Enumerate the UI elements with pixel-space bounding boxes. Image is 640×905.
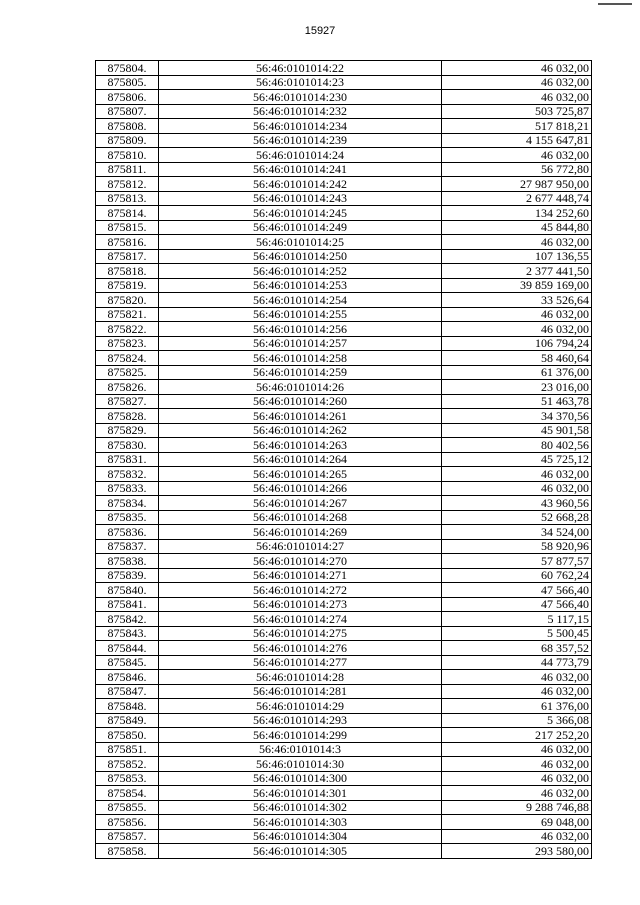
row-number: 875813. <box>96 191 159 206</box>
cadastral-value: 503 725,87 <box>442 104 592 119</box>
cadastral-value: 47 566,40 <box>442 583 592 598</box>
cadastral-value: 46 032,00 <box>442 90 592 105</box>
row-number: 875839. <box>96 568 159 583</box>
table-row <box>96 220 592 235</box>
cadastral-number: 56:46:0101014:269 <box>159 525 442 540</box>
cadastral-value: 4 155 647,81 <box>442 133 592 148</box>
row-number: 875835. <box>96 510 159 525</box>
row-number: 875834. <box>96 496 159 511</box>
row-number: 875814. <box>96 206 159 221</box>
cadastral-value: 5 366,08 <box>442 713 592 728</box>
table-row <box>96 264 592 279</box>
row-number: 875856. <box>96 815 159 830</box>
table-row <box>96 815 592 830</box>
table-row <box>96 162 592 177</box>
cadastral-number: 56:46:0101014:254 <box>159 293 442 308</box>
cadastral-value: 46 032,00 <box>442 670 592 685</box>
row-number: 875825. <box>96 365 159 380</box>
row-number: 875822. <box>96 322 159 337</box>
cadastral-value: 46 032,00 <box>442 322 592 337</box>
table-row <box>96 409 592 424</box>
table-row <box>96 307 592 322</box>
table-row <box>96 467 592 482</box>
cadastral-value: 46 032,00 <box>442 757 592 772</box>
cadastral-value: 23 016,00 <box>442 380 592 395</box>
table-row <box>96 626 592 641</box>
cadastral-number: 56:46:0101014:3 <box>159 742 442 757</box>
cadastral-value: 45 901,58 <box>442 423 592 438</box>
table-row <box>96 539 592 554</box>
table-row <box>96 670 592 685</box>
table-row <box>96 423 592 438</box>
cadastral-number: 56:46:0101014:268 <box>159 510 442 525</box>
table-row <box>96 728 592 743</box>
cadastral-number: 56:46:0101014:249 <box>159 220 442 235</box>
cadastral-number: 56:46:0101014:302 <box>159 800 442 815</box>
table-row <box>96 655 592 670</box>
table-row <box>96 104 592 119</box>
cadastral-value: 56 772,80 <box>442 162 592 177</box>
row-number: 875843. <box>96 626 159 641</box>
table-row <box>96 786 592 801</box>
cadastral-number: 56:46:0101014:241 <box>159 162 442 177</box>
row-number: 875857. <box>96 829 159 844</box>
cadastral-number: 56:46:0101014:273 <box>159 597 442 612</box>
cadastral-number: 56:46:0101014:300 <box>159 771 442 786</box>
row-number: 875852. <box>96 757 159 772</box>
cadastral-value: 9 288 746,88 <box>442 800 592 815</box>
cadastral-value: 5 500,45 <box>442 626 592 641</box>
row-number: 875850. <box>96 728 159 743</box>
row-number: 875817. <box>96 249 159 264</box>
row-number: 875807. <box>96 104 159 119</box>
row-number: 875846. <box>96 670 159 685</box>
table-row <box>96 757 592 772</box>
row-number: 875808. <box>96 119 159 134</box>
cadastral-value: 57 877,57 <box>442 554 592 569</box>
cadastral-number: 56:46:0101014:299 <box>159 728 442 743</box>
cadastral-value: 45 844,80 <box>442 220 592 235</box>
cadastral-number: 56:46:0101014:293 <box>159 713 442 728</box>
table-row <box>96 336 592 351</box>
cadastral-number: 56:46:0101014:252 <box>159 264 442 279</box>
cadastral-number: 56:46:0101014:303 <box>159 815 442 830</box>
cadastral-value-table <box>95 60 592 859</box>
cadastral-value: 34 524,00 <box>442 525 592 540</box>
cadastral-number: 56:46:0101014:265 <box>159 467 442 482</box>
table-row <box>96 206 592 221</box>
row-number: 875858. <box>96 844 159 859</box>
cadastral-value: 2 677 448,74 <box>442 191 592 206</box>
cadastral-value: 69 048,00 <box>442 815 592 830</box>
table-row <box>96 481 592 496</box>
cadastral-value: 46 032,00 <box>442 235 592 250</box>
table-row <box>96 177 592 192</box>
cadastral-number: 56:46:0101014:25 <box>159 235 442 250</box>
row-number: 875838. <box>96 554 159 569</box>
cadastral-value: 39 859 169,00 <box>442 278 592 293</box>
row-number: 875832. <box>96 467 159 482</box>
page-number: 15927 <box>304 25 336 37</box>
cadastral-number: 56:46:0101014:28 <box>159 670 442 685</box>
row-number: 875806. <box>96 90 159 105</box>
table-row <box>96 525 592 540</box>
row-number: 875848. <box>96 699 159 714</box>
cadastral-number: 56:46:0101014:23 <box>159 75 442 90</box>
cadastral-number: 56:46:0101014:250 <box>159 249 442 264</box>
cadastral-value: 217 252,20 <box>442 728 592 743</box>
cadastral-value: 134 252,60 <box>442 206 592 221</box>
cadastral-value: 43 960,56 <box>442 496 592 511</box>
cadastral-number: 56:46:0101014:258 <box>159 351 442 366</box>
table-row <box>96 583 592 598</box>
cadastral-value: 52 668,28 <box>442 510 592 525</box>
row-number: 875811. <box>96 162 159 177</box>
row-number: 875812. <box>96 177 159 192</box>
row-number: 875824. <box>96 351 159 366</box>
table-row <box>96 496 592 511</box>
table-row <box>96 452 592 467</box>
cadastral-value: 107 136,55 <box>442 249 592 264</box>
table-row <box>96 612 592 627</box>
cadastral-value: 46 032,00 <box>442 307 592 322</box>
row-number: 875840. <box>96 583 159 598</box>
cadastral-value: 47 566,40 <box>442 597 592 612</box>
table-row <box>96 713 592 728</box>
row-number: 875828. <box>96 409 159 424</box>
cadastral-number: 56:46:0101014:26 <box>159 380 442 395</box>
table-row <box>96 800 592 815</box>
cadastral-value: 2 377 441,50 <box>442 264 592 279</box>
row-number: 875837. <box>96 539 159 554</box>
table-row <box>96 365 592 380</box>
cadastral-number: 56:46:0101014:29 <box>159 699 442 714</box>
cadastral-value: 51 463,78 <box>442 394 592 409</box>
table-row <box>96 249 592 264</box>
cadastral-number: 56:46:0101014:257 <box>159 336 442 351</box>
row-number: 875827. <box>96 394 159 409</box>
cadastral-value: 58 460,64 <box>442 351 592 366</box>
row-number: 875833. <box>96 481 159 496</box>
row-number: 875845. <box>96 655 159 670</box>
table-row <box>96 641 592 656</box>
table-row <box>96 771 592 786</box>
row-number: 875816. <box>96 235 159 250</box>
cadastral-value: 46 032,00 <box>442 148 592 163</box>
cadastral-number: 56:46:0101014:264 <box>159 452 442 467</box>
table-row <box>96 278 592 293</box>
table-row <box>96 235 592 250</box>
cadastral-value: 44 773,79 <box>442 655 592 670</box>
cadastral-value: 5 117,15 <box>442 612 592 627</box>
row-number: 875820. <box>96 293 159 308</box>
row-number: 875831. <box>96 452 159 467</box>
row-number: 875851. <box>96 742 159 757</box>
table-row <box>96 75 592 90</box>
cadastral-number: 56:46:0101014:30 <box>159 757 442 772</box>
cadastral-value: 46 032,00 <box>442 742 592 757</box>
row-number: 875849. <box>96 713 159 728</box>
cadastral-number: 56:46:0101014:304 <box>159 829 442 844</box>
cadastral-number: 56:46:0101014:245 <box>159 206 442 221</box>
row-number: 875853. <box>96 771 159 786</box>
table-row <box>96 133 592 148</box>
table-row <box>96 554 592 569</box>
cadastral-number: 56:46:0101014:270 <box>159 554 442 569</box>
table-row <box>96 322 592 337</box>
cadastral-value: 80 402,56 <box>442 438 592 453</box>
cadastral-number: 56:46:0101014:281 <box>159 684 442 699</box>
table-row <box>96 380 592 395</box>
cadastral-value: 46 032,00 <box>442 684 592 699</box>
row-number: 875809. <box>96 133 159 148</box>
table-row <box>96 148 592 163</box>
row-number: 875847. <box>96 684 159 699</box>
table-row <box>96 568 592 583</box>
cadastral-value: 46 032,00 <box>442 771 592 786</box>
cadastral-number: 56:46:0101014:242 <box>159 177 442 192</box>
cadastral-number: 56:46:0101014:266 <box>159 481 442 496</box>
cadastral-number: 56:46:0101014:261 <box>159 409 442 424</box>
row-number: 875823. <box>96 336 159 351</box>
cadastral-number: 56:46:0101014:271 <box>159 568 442 583</box>
table-row <box>96 438 592 453</box>
row-number: 875842. <box>96 612 159 627</box>
cadastral-number: 56:46:0101014:255 <box>159 307 442 322</box>
cadastral-value: 33 526,64 <box>442 293 592 308</box>
cadastral-value: 27 987 950,00 <box>442 177 592 192</box>
cadastral-value: 106 794,24 <box>442 336 592 351</box>
table-row <box>96 119 592 134</box>
row-number: 875844. <box>96 641 159 656</box>
cadastral-number: 56:46:0101014:301 <box>159 786 442 801</box>
cadastral-number: 56:46:0101014:24 <box>159 148 442 163</box>
cadastral-value: 46 032,00 <box>442 481 592 496</box>
row-number: 875804. <box>96 61 159 76</box>
cadastral-number: 56:46:0101014:234 <box>159 119 442 134</box>
table-row <box>96 61 592 76</box>
cadastral-value: 293 580,00 <box>442 844 592 859</box>
cadastral-number: 56:46:0101014:262 <box>159 423 442 438</box>
cadastral-number: 56:46:0101014:305 <box>159 844 442 859</box>
cadastral-value: 46 032,00 <box>442 75 592 90</box>
table-row <box>96 394 592 409</box>
cadastral-value: 61 376,00 <box>442 365 592 380</box>
cadastral-value: 46 032,00 <box>442 467 592 482</box>
cadastral-value: 68 357,52 <box>442 641 592 656</box>
cadastral-value: 46 032,00 <box>442 829 592 844</box>
cadastral-number: 56:46:0101014:267 <box>159 496 442 511</box>
row-number: 875830. <box>96 438 159 453</box>
row-number: 875855. <box>96 800 159 815</box>
row-number: 875826. <box>96 380 159 395</box>
table-row <box>96 191 592 206</box>
table-row <box>96 699 592 714</box>
cadastral-number: 56:46:0101014:276 <box>159 641 442 656</box>
cadastral-number: 56:46:0101014:260 <box>159 394 442 409</box>
table-row <box>96 293 592 308</box>
cadastral-number: 56:46:0101014:27 <box>159 539 442 554</box>
cadastral-value: 61 376,00 <box>442 699 592 714</box>
cadastral-number: 56:46:0101014:232 <box>159 104 442 119</box>
cadastral-value: 517 818,21 <box>442 119 592 134</box>
cadastral-number: 56:46:0101014:256 <box>159 322 442 337</box>
cadastral-number: 56:46:0101014:263 <box>159 438 442 453</box>
cadastral-number: 56:46:0101014:230 <box>159 90 442 105</box>
cadastral-value: 46 032,00 <box>442 61 592 76</box>
table-row <box>96 844 592 859</box>
cadastral-number: 56:46:0101014:243 <box>159 191 442 206</box>
cadastral-number: 56:46:0101014:259 <box>159 365 442 380</box>
row-number: 875805. <box>96 75 159 90</box>
table-row <box>96 351 592 366</box>
cadastral-value: 58 920,96 <box>442 539 592 554</box>
row-number: 875819. <box>96 278 159 293</box>
row-number: 875818. <box>96 264 159 279</box>
scan-mark <box>598 3 632 5</box>
row-number: 875810. <box>96 148 159 163</box>
cadastral-number: 56:46:0101014:274 <box>159 612 442 627</box>
cadastral-number: 56:46:0101014:272 <box>159 583 442 598</box>
table-row <box>96 684 592 699</box>
table-row <box>96 829 592 844</box>
cadastral-value: 34 370,56 <box>442 409 592 424</box>
table-row <box>96 510 592 525</box>
row-number: 875821. <box>96 307 159 322</box>
cadastral-value: 45 725,12 <box>442 452 592 467</box>
cadastral-value: 46 032,00 <box>442 786 592 801</box>
cadastral-number: 56:46:0101014:239 <box>159 133 442 148</box>
table-row <box>96 90 592 105</box>
row-number: 875836. <box>96 525 159 540</box>
cadastral-number: 56:46:0101014:22 <box>159 61 442 76</box>
row-number: 875854. <box>96 786 159 801</box>
cadastral-number: 56:46:0101014:253 <box>159 278 442 293</box>
row-number: 875829. <box>96 423 159 438</box>
row-number: 875841. <box>96 597 159 612</box>
table-row <box>96 597 592 612</box>
cadastral-number: 56:46:0101014:275 <box>159 626 442 641</box>
table-row <box>96 742 592 757</box>
cadastral-number: 56:46:0101014:277 <box>159 655 442 670</box>
cadastral-value: 60 762,24 <box>442 568 592 583</box>
row-number: 875815. <box>96 220 159 235</box>
